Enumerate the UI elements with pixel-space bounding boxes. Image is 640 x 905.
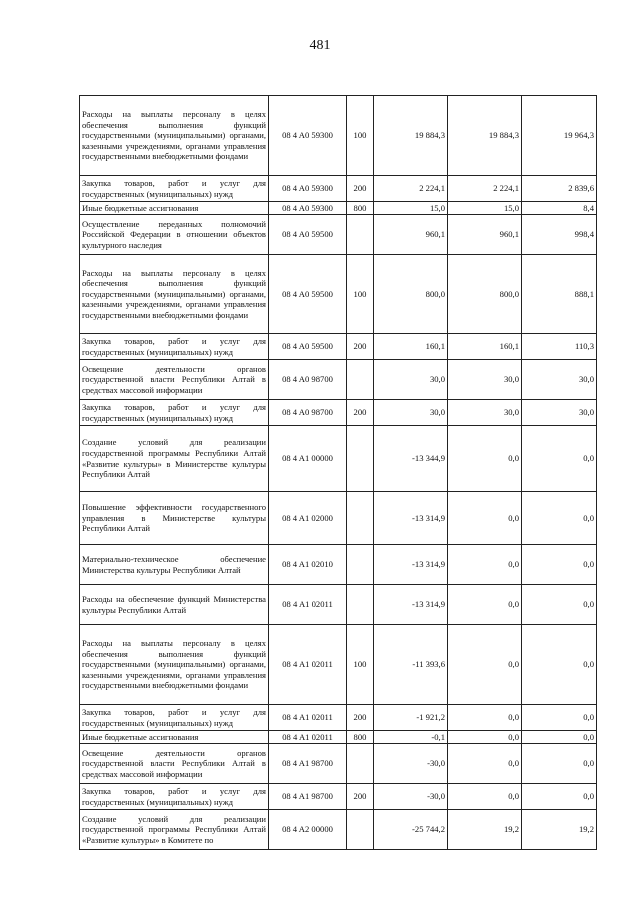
row-name-cell: Расходы на обеспечение функций Министерства культуры Республики Алтай: [80, 585, 269, 625]
row-amount-2-cell: 0,0: [448, 784, 522, 810]
row-amount-3-cell: 998,4: [522, 215, 597, 255]
row-code-cell: 08 4 A1 02011: [269, 585, 347, 625]
row-expense-type-cell: 100: [347, 625, 374, 705]
row-amount-1-cell: 960,1: [374, 215, 448, 255]
row-expense-type-cell: [347, 744, 374, 784]
row-amount-1-cell: -13 314,9: [374, 545, 448, 585]
row-amount-3-cell: 0,0: [522, 426, 597, 492]
row-name-cell: Создание условий для реализации государственной программы Республики Алтай «Развитие культуры» в Комитете по: [80, 810, 269, 850]
table-row: [80, 492, 597, 545]
row-expense-type-cell: 200: [347, 176, 374, 202]
row-code-cell: 08 4 A0 59500: [269, 215, 347, 255]
table-row: [80, 202, 597, 215]
row-code-cell: 08 4 A1 02011: [269, 731, 347, 744]
row-name-cell: Расходы на выплаты персоналу в целях обеспечения выполнения функций государственными (муниципальными) органами, казенными учреждениями, органами управления государственными внебюджетными фондами: [80, 255, 269, 334]
row-expense-type-cell: 200: [347, 705, 374, 731]
row-amount-2-cell: 19 884,3: [448, 96, 522, 176]
row-name-cell: Осуществление переданных полномочий Российской Федерации в отношении объектов культурного наследия: [80, 215, 269, 255]
row-code-cell: 08 4 A1 98700: [269, 784, 347, 810]
row-code-cell: 08 4 A0 98700: [269, 400, 347, 426]
row-expense-type-cell: [347, 810, 374, 850]
row-amount-3-cell: 30,0: [522, 360, 597, 400]
row-expense-type-cell: 100: [347, 96, 374, 176]
table-row: [80, 625, 597, 705]
row-expense-type-cell: 800: [347, 731, 374, 744]
row-expense-type-cell: [347, 492, 374, 545]
row-amount-3-cell: 19,2: [522, 810, 597, 850]
row-amount-2-cell: 30,0: [448, 400, 522, 426]
row-amount-2-cell: 0,0: [448, 705, 522, 731]
row-name-cell: Закупка товаров, работ и услуг для государственных (муниципальных) нужд: [80, 400, 269, 426]
row-amount-3-cell: 0,0: [522, 744, 597, 784]
row-code-cell: 08 4 A1 02000: [269, 492, 347, 545]
row-expense-type-cell: 800: [347, 202, 374, 215]
row-code-cell: 08 4 A1 02011: [269, 705, 347, 731]
row-expense-type-cell: 200: [347, 400, 374, 426]
table-row: [80, 334, 597, 360]
row-amount-3-cell: 8,4: [522, 202, 597, 215]
row-name-cell: Освещение деятельности органов государственной власти Республики Алтай в средствах массовой информации: [80, 360, 269, 400]
row-code-cell: 08 4 A0 59300: [269, 202, 347, 215]
row-amount-1-cell: -1 921,2: [374, 705, 448, 731]
row-amount-1-cell: 2 224,1: [374, 176, 448, 202]
row-amount-2-cell: 2 224,1: [448, 176, 522, 202]
row-amount-1-cell: -30,0: [374, 744, 448, 784]
row-amount-3-cell: 0,0: [522, 784, 597, 810]
row-amount-3-cell: 888,1: [522, 255, 597, 334]
row-amount-2-cell: 160,1: [448, 334, 522, 360]
row-amount-2-cell: 0,0: [448, 625, 522, 705]
row-code-cell: 08 4 A1 98700: [269, 744, 347, 784]
budget-table: [79, 95, 597, 850]
row-amount-1-cell: 160,1: [374, 334, 448, 360]
row-expense-type-cell: [347, 360, 374, 400]
row-amount-1-cell: -11 393,6: [374, 625, 448, 705]
row-amount-3-cell: 0,0: [522, 705, 597, 731]
row-code-cell: 08 4 A0 59300: [269, 96, 347, 176]
row-amount-1-cell: 19 884,3: [374, 96, 448, 176]
row-amount-1-cell: -0,1: [374, 731, 448, 744]
row-name-cell: Закупка товаров, работ и услуг для государственных (муниципальных) нужд: [80, 176, 269, 202]
row-amount-3-cell: 0,0: [522, 492, 597, 545]
table-row: [80, 215, 597, 255]
row-name-cell: Расходы на выплаты персоналу в целях обеспечения выполнения функций государственными (муниципальными) органами, казенными учреждениями, органами управления государственными внебюджетными фондами: [80, 96, 269, 176]
row-amount-2-cell: 0,0: [448, 731, 522, 744]
row-amount-2-cell: 15,0: [448, 202, 522, 215]
row-expense-type-cell: [347, 215, 374, 255]
row-amount-1-cell: 800,0: [374, 255, 448, 334]
row-name-cell: Закупка товаров, работ и услуг для государственных (муниципальных) нужд: [80, 705, 269, 731]
row-amount-2-cell: 960,1: [448, 215, 522, 255]
row-amount-2-cell: 30,0: [448, 360, 522, 400]
row-amount-3-cell: 110,3: [522, 334, 597, 360]
row-amount-1-cell: 15,0: [374, 202, 448, 215]
row-amount-1-cell: -25 744,2: [374, 810, 448, 850]
row-code-cell: 08 4 A1 02010: [269, 545, 347, 585]
row-amount-3-cell: 19 964,3: [522, 96, 597, 176]
table-row: [80, 400, 597, 426]
table-row: [80, 426, 597, 492]
row-name-cell: Расходы на выплаты персоналу в целях обеспечения выполнения функций государственными (муниципальными) органами, казенными учреждениями, органами управления государственными внебюджетными фондами: [80, 625, 269, 705]
row-amount-1-cell: 30,0: [374, 360, 448, 400]
row-amount-2-cell: 0,0: [448, 426, 522, 492]
table-row: [80, 784, 597, 810]
row-name-cell: Материально-техническое обеспечение Министерства культуры Республики Алтай: [80, 545, 269, 585]
row-expense-type-cell: 200: [347, 784, 374, 810]
page-number: 481: [309, 38, 331, 53]
row-amount-3-cell: 0,0: [522, 585, 597, 625]
table-row: [80, 744, 597, 784]
row-amount-1-cell: -30,0: [374, 784, 448, 810]
row-amount-2-cell: 0,0: [448, 744, 522, 784]
row-amount-1-cell: -13 344,9: [374, 426, 448, 492]
row-expense-type-cell: [347, 545, 374, 585]
budget-table-body: [80, 96, 597, 850]
row-code-cell: 08 4 A1 00000: [269, 426, 347, 492]
table-row: [80, 731, 597, 744]
row-amount-3-cell: 0,0: [522, 545, 597, 585]
row-code-cell: 08 4 A0 59500: [269, 255, 347, 334]
row-amount-3-cell: 30,0: [522, 400, 597, 426]
row-name-cell: Иные бюджетные ассигнования: [80, 731, 269, 744]
table-row: [80, 545, 597, 585]
row-amount-3-cell: 0,0: [522, 625, 597, 705]
row-code-cell: 08 4 A0 98700: [269, 360, 347, 400]
row-expense-type-cell: 100: [347, 255, 374, 334]
row-name-cell: Закупка товаров, работ и услуг для государственных (муниципальных) нужд: [80, 784, 269, 810]
table-row: [80, 96, 597, 176]
row-expense-type-cell: [347, 585, 374, 625]
table-row: [80, 176, 597, 202]
row-expense-type-cell: [347, 426, 374, 492]
row-name-cell: Иные бюджетные ассигнования: [80, 202, 269, 215]
table-row: [80, 360, 597, 400]
row-amount-1-cell: -13 314,9: [374, 492, 448, 545]
row-expense-type-cell: 200: [347, 334, 374, 360]
row-amount-2-cell: 19,2: [448, 810, 522, 850]
table-row: [80, 705, 597, 731]
table-row: [80, 810, 597, 850]
row-amount-1-cell: -13 314,9: [374, 585, 448, 625]
row-amount-2-cell: 0,0: [448, 492, 522, 545]
row-name-cell: Создание условий для реализации государственной программы Республики Алтай «Развитие культуры» в Министерстве культуры Республики Алтай: [80, 426, 269, 492]
table-row: [80, 255, 597, 334]
table-row: [80, 585, 597, 625]
row-amount-2-cell: 0,0: [448, 545, 522, 585]
row-amount-2-cell: 800,0: [448, 255, 522, 334]
row-amount-3-cell: 2 839,6: [522, 176, 597, 202]
row-name-cell: Повышение эффективности государственного управления в Министерстве культуры Республики Алтай: [80, 492, 269, 545]
row-code-cell: 08 4 A2 00000: [269, 810, 347, 850]
row-amount-1-cell: 30,0: [374, 400, 448, 426]
row-code-cell: 08 4 A1 02011: [269, 625, 347, 705]
row-code-cell: 08 4 A0 59500: [269, 334, 347, 360]
row-code-cell: 08 4 A0 59300: [269, 176, 347, 202]
row-name-cell: Освещение деятельности органов государственной власти Республики Алтай в средствах массовой информации: [80, 744, 269, 784]
row-name-cell: Закупка товаров, работ и услуг для государственных (муниципальных) нужд: [80, 334, 269, 360]
row-amount-3-cell: 0,0: [522, 731, 597, 744]
row-amount-2-cell: 0,0: [448, 585, 522, 625]
